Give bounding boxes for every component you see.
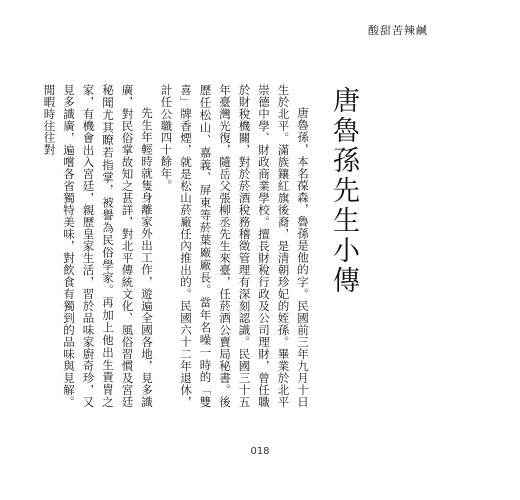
paragraph: 先生年輕時就隻身離家外出工作，遊遍全國各地，見多識廣，對民俗掌故知之甚詳，對北平傳統文化、風俗習慣及宮廷秘聞尤其瞭若指掌，被譽為民俗學家。再加上他出生貴冑之家，有機會出入宮廷，親歷皇家生活，習於品味家廚奇珍，又見多識廣，遍嚐各省獨特美味，對飲食有獨到的品味與見解。閒暇時往往對 [42,84,154,408]
article-body [42,84,312,408]
running-header: 酸甜苦辣鹹 [368,24,428,37]
article-title: 唐魯孫先生小傳 [328,86,359,296]
page-number: 018 [250,446,270,457]
paragraph: 唐魯孫，本名葆森，魯孫是他的字。民國前三年九月十日生於北平。滿族鑲紅旗後裔，是清朝珍妃的姪孫。畢業於北平崇德中學、財政商業學校。擅長財稅行政及公司理財，曾任職於財稅機關，對於菸酒稅務稽徵管理有深刻認識。民國三十五年臺灣光復，隨岳父張柳丞先生來臺，任菸酒公賣局秘書。後歷任松山、嘉義、屏東等菸葉廠廠長。當年名噪一時的「雙喜」牌香煙，就是松山菸廠任內推出的。民國六十二年退休，計任公職四十餘年。 [159,84,310,408]
